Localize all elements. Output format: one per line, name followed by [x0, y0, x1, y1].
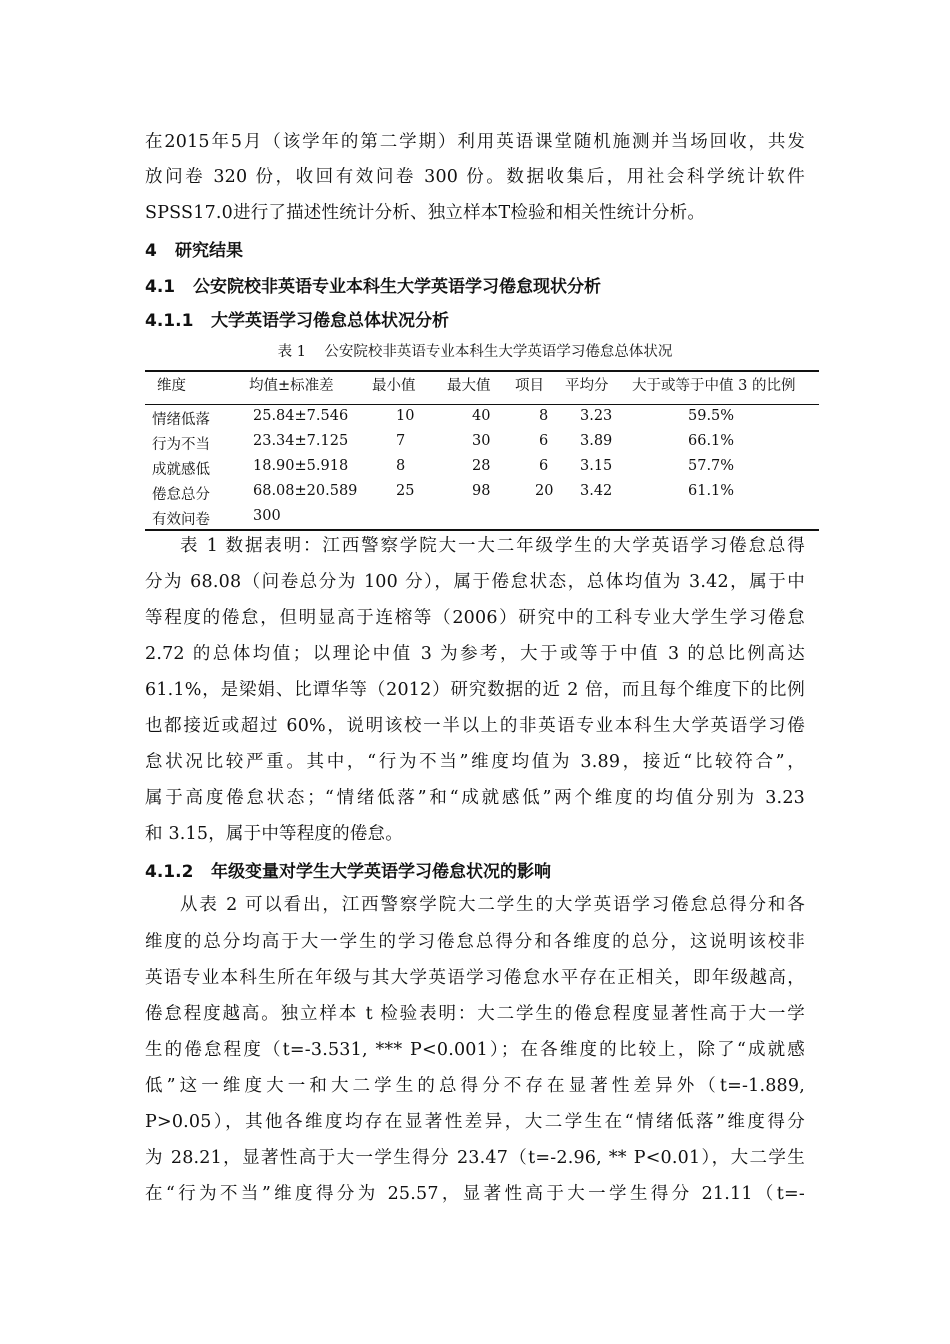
heading-number: 4.1.2: [145, 862, 194, 882]
paragraph-line: 为 28.21，显著性高于大一学生得分 23.47（t=-2.96, ** P<0.01），大二学生: [145, 1148, 805, 1168]
table-header-rule: [145, 404, 819, 405]
paragraph-line: 低”这一维度大一和大二学生的总得分不存在显著性差异外（t=-1.889,: [145, 1076, 805, 1096]
table-cell: 情绪低落: [152, 412, 210, 428]
heading-text: 年级变量对学生大学英语学习倦怠状况的影响: [211, 862, 551, 882]
table-cell: 8: [539, 408, 549, 424]
table-cell: 68.08±20.589: [253, 483, 358, 499]
table-cell: 30: [472, 433, 491, 449]
table-header-cell: 维度: [157, 378, 186, 394]
table-cell: 6: [539, 458, 549, 474]
table-cell: 6: [539, 433, 549, 449]
paragraph-line: 英语专业本科生所在年级与其大学英语学习倦怠水平存在正相关，即年级越高，: [145, 968, 805, 988]
paragraph-line: 也都接近或超过 60%，说明该校一半以上的非英语专业本科生大学英语学习倦: [145, 716, 805, 736]
paragraph-line: 怠状况比较严重。其中，“行为不当”维度均值为 3.89，接近“比较符合”，: [145, 752, 805, 772]
paragraph-line: 和 3.15，属于中等程度的倦怠。: [145, 824, 403, 844]
paragraph-line: 在“行为不当”维度得分为 25.57，显著性高于大一学生得分 21.11（t=-: [145, 1184, 805, 1204]
table-cell: 7: [396, 433, 406, 449]
paragraph-line: 等程度的倦怠，但明显高于连榕等（2006）研究中的工科专业大学生学习倦怠: [145, 608, 805, 628]
table-cell: 25: [396, 483, 415, 499]
heading-number: 4.1: [145, 277, 176, 297]
paragraph-line: 从表 2 可以看出，江西警察学院大二学生的大学英语学习倦怠总得分和各: [180, 895, 805, 915]
section-heading-4-1: [145, 272, 601, 297]
table-cell: 行为不当: [152, 437, 210, 453]
paragraph-line: 生的倦怠程度（t=-3.531, *** P<0.001）；在各维度的比较上，除了“成就感: [145, 1040, 805, 1060]
heading-text: 研究结果: [175, 241, 243, 261]
table-cell: 3.42: [580, 483, 613, 499]
table-header-cell: 大于或等于中值 3 的比例: [632, 378, 796, 394]
paragraph-line: P>0.05），其他各维度均存在显著性差异，大二学生在“情绪低落”维度得分: [145, 1112, 805, 1132]
table-cell: 18.90±5.918: [253, 458, 349, 474]
table-cell: 有效问卷: [152, 512, 210, 528]
paragraph-line: 放问卷 320 份，收回有效问卷 300 份。数据收集后，用社会科学统计软件: [145, 167, 805, 187]
table-header-cell: 均值±标准差: [249, 378, 334, 394]
table-cell: 成就感低: [152, 462, 210, 478]
table-header-cell: 最小值: [372, 378, 416, 394]
table-cell: 59.5%: [688, 408, 735, 424]
table-header-cell: 最大值: [447, 378, 491, 394]
paragraph-line: 维度的总分均高于大一学生的学习倦怠总得分和各维度的总分，这说明该校非: [145, 932, 805, 952]
paragraph-line: 61.1%，是梁娟、比谭华等（2012）研究数据的近 2 倍，而且每个维度下的比例: [145, 680, 805, 700]
paragraph-line: 倦怠程度越高。独立样本 t 检验表明：大二学生的倦怠程度显著性高于大一学: [145, 1004, 805, 1024]
table-cell: 25.84±7.546: [253, 408, 349, 424]
table-cell: 300: [253, 508, 281, 524]
table-cell: 61.1%: [688, 483, 735, 499]
table-header-cell: 项目: [515, 378, 544, 394]
paragraph-line: 分为 68.08（问卷总分为 100 分），属于倦怠状态，总体均值为 3.42，属于中: [145, 572, 805, 592]
table-cell: 66.1%: [688, 433, 735, 449]
table-caption: 表 1 公安院校非英语专业本科生大学英语学习倦怠总体状况: [277, 344, 673, 360]
table-cell: 倦怠总分: [152, 487, 210, 503]
section-heading-4-1-1: [145, 306, 449, 331]
table-cell: 8: [396, 458, 406, 474]
table-cell: 3.23: [580, 408, 613, 424]
table-cell: 57.7%: [688, 458, 735, 474]
paragraph-line: 属于高度倦怠状态；“情绪低落”和“成就感低”两个维度的均值分别为 3.23: [145, 788, 805, 808]
section-heading-4: [145, 236, 243, 261]
table-cell: 3.15: [580, 458, 613, 474]
table-cell: 23.34±7.125: [253, 433, 349, 449]
table-cell: 28: [472, 458, 491, 474]
table-top-rule: [145, 370, 819, 372]
table-header-cell: 平均分: [565, 378, 609, 394]
table-cell: 98: [472, 483, 491, 499]
table-cell: 40: [472, 408, 491, 424]
paragraph-line: 表 1 数据表明：江西警察学院大一大二年级学生的大学英语学习倦怠总得: [180, 536, 805, 556]
table-cell: 10: [396, 408, 415, 424]
paragraph-line: SPSS17.0进行了描述性统计分析、独立样本T检验和相关性统计分析。: [145, 203, 706, 223]
table-bottom-rule: [145, 529, 819, 531]
paragraph-line: 在2015年5月（该学年的第二学期）利用英语课堂随机施测并当场回收，共发: [145, 132, 805, 152]
heading-number: 4: [145, 241, 157, 261]
table-cell: 20: [535, 483, 554, 499]
heading-number: 4.1.1: [145, 311, 194, 331]
section-heading-4-1-2: [145, 857, 551, 882]
heading-text: 公安院校非英语专业本科生大学英语学习倦怠现状分析: [193, 277, 601, 297]
paragraph-line: 2.72 的总体均值；以理论中值 3 为参考，大于或等于中值 3 的总比例高达: [145, 644, 805, 664]
heading-text: 大学英语学习倦怠总体状况分析: [211, 311, 449, 331]
table-cell: 3.89: [580, 433, 613, 449]
